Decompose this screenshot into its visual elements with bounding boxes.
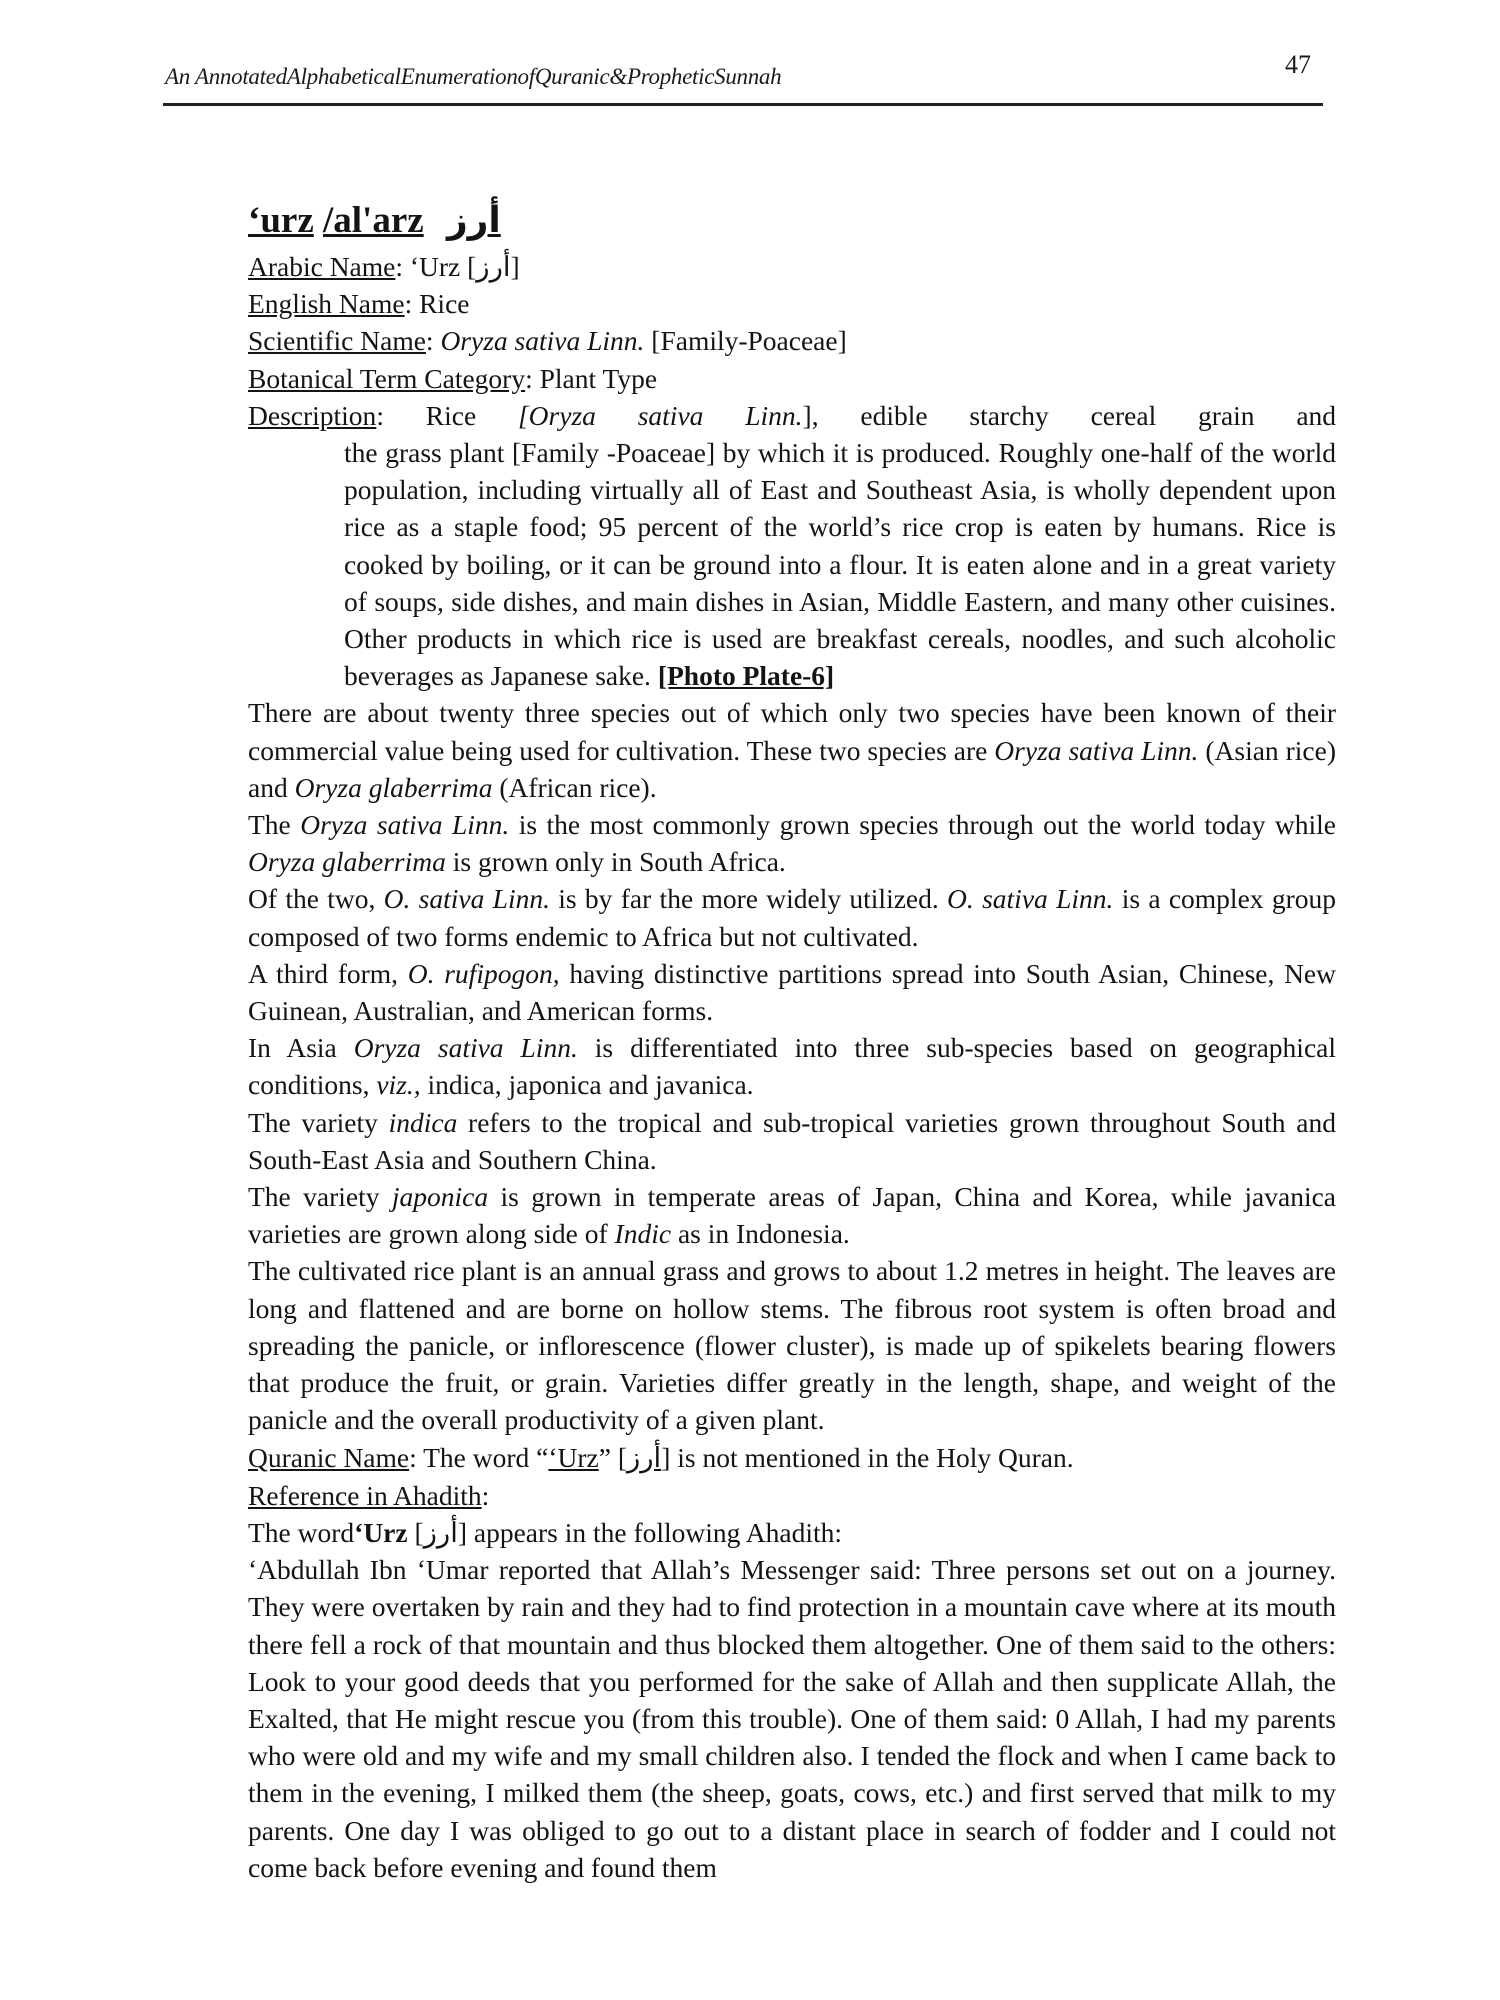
- text-run: as in Indonesia.: [671, 1218, 850, 1250]
- ahadith-heading: [248, 1477, 1336, 1514]
- text-run: is the most commonly grown species through out the world today while: [509, 809, 1336, 841]
- scientific-name-italic: Oryza sativa Linn.: [440, 325, 645, 357]
- text-run: In Asia: [248, 1032, 354, 1064]
- scientific-name-row: Scientific Name: Oryza sativa Linn. [Family-Poaceae]: [248, 325, 847, 357]
- paragraph-of-the-two: [248, 880, 1336, 954]
- word-bold: ‘Urz: [354, 1516, 408, 1548]
- text-run: The variety: [248, 1181, 392, 1213]
- english-name-row: English Name: Rice: [248, 288, 470, 320]
- text-run: (Asian rice) and: [248, 734, 1337, 803]
- species-italic: Oryza glaberrima: [294, 771, 493, 803]
- paragraph-cultivated-plant: The cultivated rice plant is an annual grass and grows to about 1.2 metres in height. The leaves are long and flattened and are borne on hollow stems. The fibrous root system is often broad and spreading the panicle, or inflorescence (flower cluster), is made up of spikelets bearing flowers that produce the fruit, or grain. Varieties differ greatly in the length, shape, and weight of the panicle and the overall productivity of a given plant.: [248, 1255, 1336, 1436]
- description-text: the grass plant [Family -Poaceae] by which it is produced. Roughly one-half of the world population, including virtually all of East and Southeast Asia, is wholly dependent upon rice as a staple food; 95 percent of the world’s rice crop is eaten by humans. Rice is cooked by boiling, or it can be ground into a flour. It is eaten alone and in a great variety of soups, side dishes, and main dishes in Asian, Middle Eastern, and many other cuisines. Other products in which rice is used are breakfast cereals, noodles, and such alcoholic beverages as Japanese sake.: [344, 437, 1336, 692]
- species-italic: O. sativa Linn.: [383, 883, 550, 915]
- text-run: : The word “: [409, 1441, 549, 1473]
- paragraph-third-form: [248, 955, 1336, 1029]
- scientific-name-label: Scientific Name: [248, 325, 426, 357]
- text-run: The variety: [248, 1106, 389, 1138]
- page-body: [248, 198, 1336, 1886]
- category-value: Plant Type: [539, 362, 658, 394]
- text-run: ” [: [598, 1441, 627, 1473]
- species-italic: Oryza sativa Linn.: [994, 734, 1199, 766]
- text-run: (African rice).: [492, 771, 657, 803]
- entry-title: [248, 198, 1336, 244]
- species-italic: Oryza glaberrima: [248, 846, 446, 878]
- paragraph-asia: [248, 1029, 1336, 1103]
- description-label: Description: [248, 399, 377, 431]
- text-run: is a complex group composed of two forms endemic to Africa but not cultivated.: [248, 883, 1336, 952]
- desc-word-3: sativa: [637, 399, 704, 431]
- text-run: is grown only in South Africa.: [445, 846, 786, 878]
- species-italic: Oryza sativa Linn.: [300, 809, 510, 841]
- entry-title-latin: ‘urz: [248, 200, 314, 241]
- variety-italic: indica: [388, 1106, 458, 1138]
- paragraph-indica: [248, 1104, 1336, 1178]
- species-italic: Oryza sativa Linn.: [353, 1032, 578, 1064]
- text-run: is grown in temperate areas of Japan, China and Korea, while javanica varieties are grown along side of: [248, 1181, 1336, 1250]
- desc-word-4: Linn.: [745, 399, 803, 431]
- category-row: Botanical Term Category: Plant Type: [248, 362, 658, 394]
- page-number: 47: [1285, 50, 1311, 79]
- text-run: ] is not mentioned in the Holy Quran.: [661, 1441, 1074, 1473]
- text-run: :: [481, 1479, 490, 1511]
- description-first-line: Description: Rice [Oryza sativa Linn.], edible starchy cereal grain and: [248, 399, 1337, 431]
- desc-word-2: [Oryza: [517, 399, 596, 431]
- arabic-name-label: Arabic Name: [248, 251, 396, 282]
- header-rule: [163, 103, 1323, 106]
- variety-italic: japonica: [391, 1181, 489, 1213]
- variety-italic: Indic: [614, 1218, 672, 1250]
- quranic-word: ‘Urz: [548, 1441, 599, 1473]
- quranic-name-label: Quranic Name: [248, 1441, 410, 1473]
- paragraph-species: [248, 694, 1336, 806]
- quranic-arabic: أرز: [627, 1441, 662, 1474]
- text-run: The: [248, 809, 301, 841]
- text-run: is by far the more widely utilized.: [549, 883, 948, 915]
- desc-word-1: Rice: [425, 399, 477, 431]
- hadith-text: ‘Abdullah Ibn ‘Umar reported that Allah’s Messenger said: Three persons set out on a journey. They were overtaken by rain and they had to find protection in a mountain cave where at its mouth there fell a rock of that mountain and thus blocked them altogether. One of them said to the others: Look to your good deeds that you performed for the sake of Allah and then supplicate Allah, the Exalted, that He might rescue you (from this trouble). One of them said: 0 Allah, I had my parents who were old and my wife and my small children also. I tended the flock and when I came back to them in the evening, I milked them (the sheep, goats, cows, etc.) and first served that milk to my parents. One day I was obliged to go out to a distant place in search of fodder and I could not come back before evening and found them: [248, 1554, 1336, 1883]
- description-body: [344, 434, 1336, 694]
- text-run: [أرز] appears in the following Ahadith:: [407, 1516, 842, 1548]
- running-head-title: An AnnotatedAlphabeticalEnumerationofQuranic&PropheticSunnah: [165, 64, 782, 89]
- paragraph-japonica: [248, 1178, 1336, 1252]
- text-run: A third form,: [248, 957, 408, 989]
- arabic-name-row: Arabic Name: ‘Urz [أرز]: [248, 251, 520, 282]
- quranic-name-row: [248, 1439, 1336, 1477]
- text-run: is differentiated into three sub-species based on geographical conditions,: [248, 1032, 1337, 1101]
- text-run: refers to the tropical and sub-tropical varieties grown throughout South and South-East Asia and Southern China.: [248, 1106, 1336, 1175]
- text-run: having distinctive partitions spread into South Asian, Chinese, New Guinean, Australian, and American forms.: [248, 957, 1336, 1027]
- word-appears-line: [248, 1514, 1336, 1551]
- entry-title-arabic: أرز: [446, 200, 501, 241]
- english-name-label: English Name: [248, 288, 405, 320]
- english-name-value: Rice: [419, 288, 470, 320]
- desc-word-6: grain and: [1198, 399, 1337, 431]
- species-italic: O. rufipogon,: [407, 957, 560, 989]
- desc-word-5: ], edible starchy cereal: [802, 399, 1157, 431]
- text-run: The word: [248, 1516, 355, 1548]
- category-label: Botanical Term Category: [248, 362, 526, 394]
- text-run: indica, japonica and javanica.: [420, 1069, 754, 1101]
- entry-title-alt: /al'arz: [323, 200, 424, 241]
- photo-plate-link[interactable]: [Photo Plate-6]: [657, 660, 835, 692]
- species-italic: O. sativa Linn.: [947, 883, 1114, 915]
- paragraph-sativa: [248, 806, 1336, 880]
- ahadith-label: Reference in Ahadith: [248, 1479, 482, 1511]
- arabic-name-value: ‘Urz [أرز]: [409, 251, 520, 282]
- abbrev-italic: viz.,: [376, 1069, 421, 1101]
- text-run: Of the two,: [248, 883, 384, 915]
- scientific-name-family: [Family-Poaceae]: [644, 325, 847, 357]
- text-run: There are about twenty three species out of which only two species have been known of their commercial value being used for cultivation. These two species are: [248, 697, 1336, 766]
